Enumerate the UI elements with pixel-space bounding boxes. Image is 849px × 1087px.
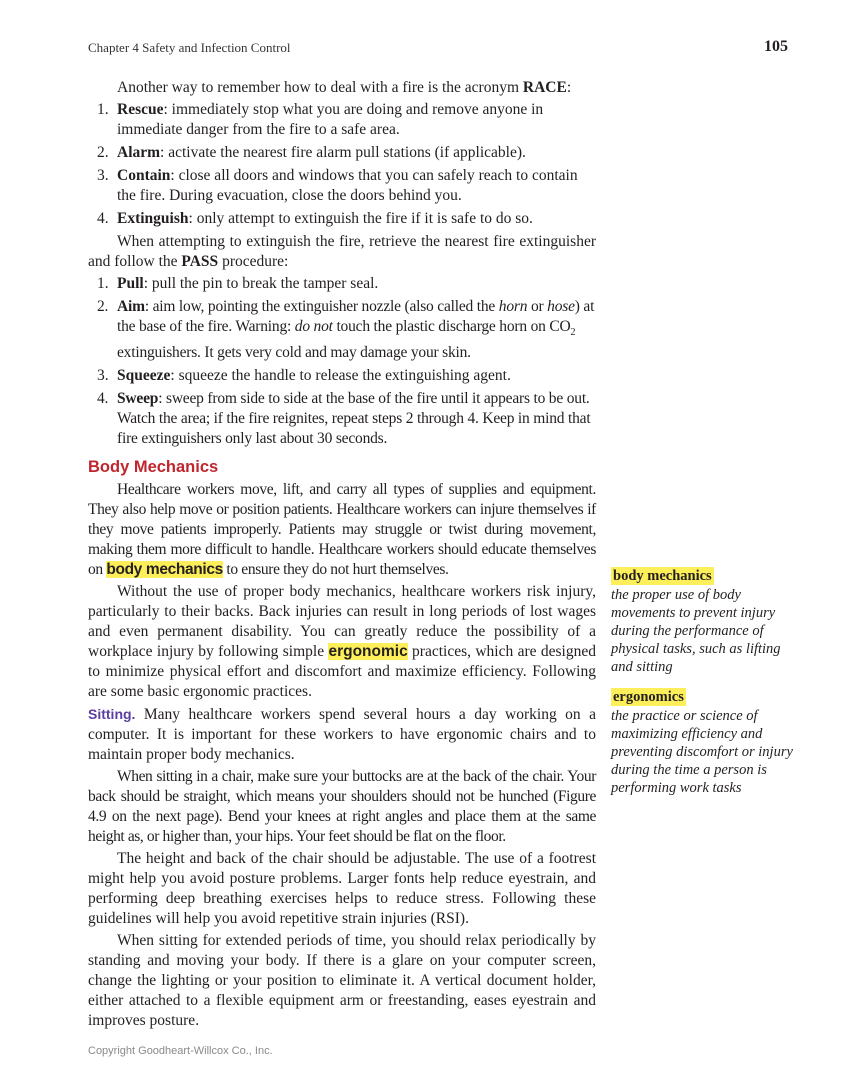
section-heading-body-mechanics: Body Mechanics	[88, 458, 219, 477]
glossary-term: body mechanics	[613, 568, 712, 584]
list-item: 2. Aim: aim low, pointing the extinguisher nozzle (also called the horn or hose) at the base of the fire. Warning: do not touch the plastic discharge horn on $CO_2$ extinguishers. It gets very cold and may damage your skin.	[97, 298, 595, 362]
list-item: 2. Alarm: activate the nearest fire alarm pull stations (if applicable).	[97, 144, 526, 161]
list-item: 1. Rescue: immediately stop what you are doing and remove anyone in immediate danger from the fire to a safe area.	[97, 101, 544, 138]
copyright-footer: Copyright Goodheart-Willcox Co., Inc.	[88, 1045, 273, 1057]
glossary-entry	[611, 688, 796, 797]
ergonomics-paragraph: Without the use of proper body mechanics, healthcare workers risk injury, particularly to their backs. Back injuries can result in long periods of lost wages and even permanent disability. You can greatly reduce the possibility of a workplace injury by following simple ergonomic practices, which are designed to minimize physical effort and discomfort and maximize efficiency. Following are some basic ergonomic practices.	[88, 583, 596, 701]
list-item: 4. Extinguish: only attempt to extinguish the fire if it is safe to do so.	[97, 210, 533, 227]
glossary-term: ergonomics	[613, 689, 684, 705]
pass-list	[88, 274, 596, 449]
key-term-ergonomic: ergonomic	[328, 643, 408, 661]
subheading-sitting: Sitting.	[88, 706, 136, 723]
race-intro: Another way to remember how to deal with a fire is the acronym RACE:	[117, 79, 572, 96]
running-head: Chapter 4 Safety and Infection Control	[88, 40, 291, 55]
key-term-body-mechanics: body mechanics	[106, 561, 223, 579]
relax-paragraph: When sitting for extended periods of time, you should relax periodically by standing and moving your body. If there is a glare on your computer screen, change the lighting or your position to eliminate it. A vertical document holder, either attached to a flexible equipment arm or freestanding, eases eyestrain and improves posture.	[88, 932, 596, 1030]
body-mechanics-paragraph: Healthcare workers move, lift, and carry all types of supplies and equipment. They also help move or position patients. Healthcare workers can injure themselves if they move patients improperly. Patients may struggle or twist during movement, making them more difficult to handle. Healthcare workers should educate themselves on body mechanics to ensure they do not hurt themselves.	[88, 481, 596, 579]
list-item: 4. Sweep: sweep from side to side at the base of the fire until it appears to be out. Watch the area; if the fire reignites, repeat steps 2 through 4. Keep in mind that fire extinguishers only last about 30 seconds.	[97, 390, 591, 448]
sitting-paragraph: Sitting. Many healthcare workers spend several hours a day working on a computer. It is important for these workers to have ergonomic chairs and to maintain proper body mechanics.	[88, 706, 596, 764]
pass-intro: When attempting to extinguish the fire, retrieve the nearest fire extinguisher and follow the PASS procedure:	[88, 233, 596, 270]
list-item: 3. Contain: close all doors and windows that you can safely reach to contain the fire. During evacuation, close the doors behind you.	[97, 167, 578, 204]
glossary-entry	[611, 567, 796, 676]
sitting-posture-paragraph: When sitting in a chair, make sure your buttocks are at the back of the chair. Your back should be straight, which means your shoulders should not be hunched (Figure 4.9 on the next page). Bend your knees at right angles and place them at the same height as, or higher than, your hips. Your feet should be flat on the floor.	[88, 768, 596, 846]
chair-paragraph: The height and back of the chair should be adjustable. The use of a footrest might help you avoid posture problems. Larger fonts help reduce eyestrain, and performing deep breathing exercises helps to reduce stress. Following these guidelines will help you avoid repetitive strain injuries (RSI).	[88, 850, 596, 928]
glossary-definition: the practice or science of maximizing efficiency and preventing discomfort or injury during the time a person is performing work tasks	[611, 708, 793, 796]
race-list	[88, 100, 596, 229]
glossary-definition: the proper use of body movements to prevent injury during the performance of physical tasks, such as lifting and sitting	[611, 587, 781, 675]
page-number: 105	[764, 38, 788, 55]
list-item: 1. Pull: pull the pin to break the tamper seal.	[97, 275, 379, 292]
page-header	[88, 40, 788, 60]
list-item: 3. Squeeze: squeeze the handle to release the extinguishing agent.	[97, 367, 511, 385]
main-text-column	[88, 78, 596, 1033]
